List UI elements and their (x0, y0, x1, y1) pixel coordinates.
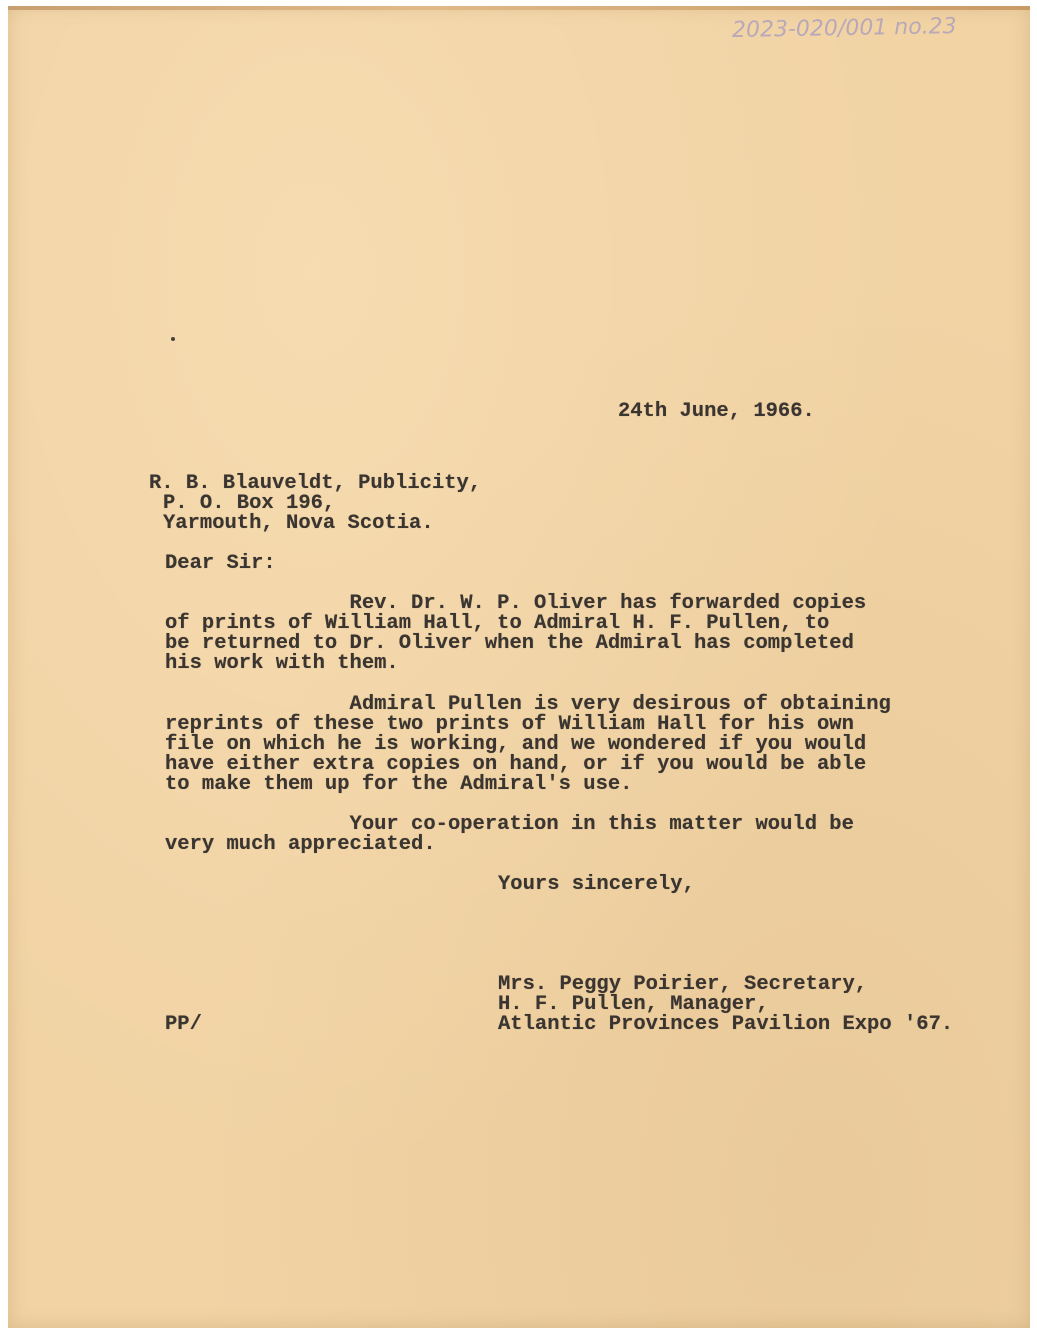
paragraph-line: very much appreciated. (165, 833, 436, 856)
closing: Yours sincerely, (498, 873, 695, 896)
paragraph-line: Admiral Pullen is very desirous of obtaining (165, 693, 891, 716)
signature-line: H. F. Pullen, Manager, (498, 993, 769, 1016)
recipient-line: Yarmouth, Nova Scotia. (163, 512, 434, 535)
recipient-line: P. O. Box 196, (163, 492, 336, 515)
salutation: Dear Sir: (165, 552, 276, 575)
paragraph-line: be returned to Dr. Oliver when the Admiral has completed (165, 632, 854, 655)
signature-line: Mrs. Peggy Poirier, Secretary, (498, 973, 868, 996)
recipient-line: R. B. Blauveldt, Publicity, (149, 472, 482, 495)
paragraph-line: Rev. Dr. W. P. Oliver has forwarded copies (165, 592, 867, 615)
paragraph-line: his work with them. (165, 652, 399, 675)
paragraph-line: file on which he is working, and we wondered if you would (165, 733, 867, 756)
paragraph-line: of prints of William Hall, to Admiral H. F. Pullen, to (165, 612, 830, 635)
paragraph-line: have either extra copies on hand, or if you would be able (165, 753, 867, 776)
archive-number: 2023-020/001 no.23 (731, 14, 957, 43)
page-top-edge (8, 6, 1030, 10)
letter-date: 24th June, 1966. (618, 400, 815, 423)
typist-initials: PP/ (165, 1013, 202, 1036)
paragraph-line: Your co-operation in this matter would be (165, 813, 854, 836)
paragraph-line: reprints of these two prints of William Hall for his own (165, 713, 854, 736)
paragraph-line: to make them up for the Admiral's use. (165, 773, 633, 796)
ink-speck (171, 337, 175, 341)
letter-page (8, 6, 1030, 1328)
signature-line: Atlantic Provinces Pavilion Expo '67. (498, 1013, 954, 1036)
